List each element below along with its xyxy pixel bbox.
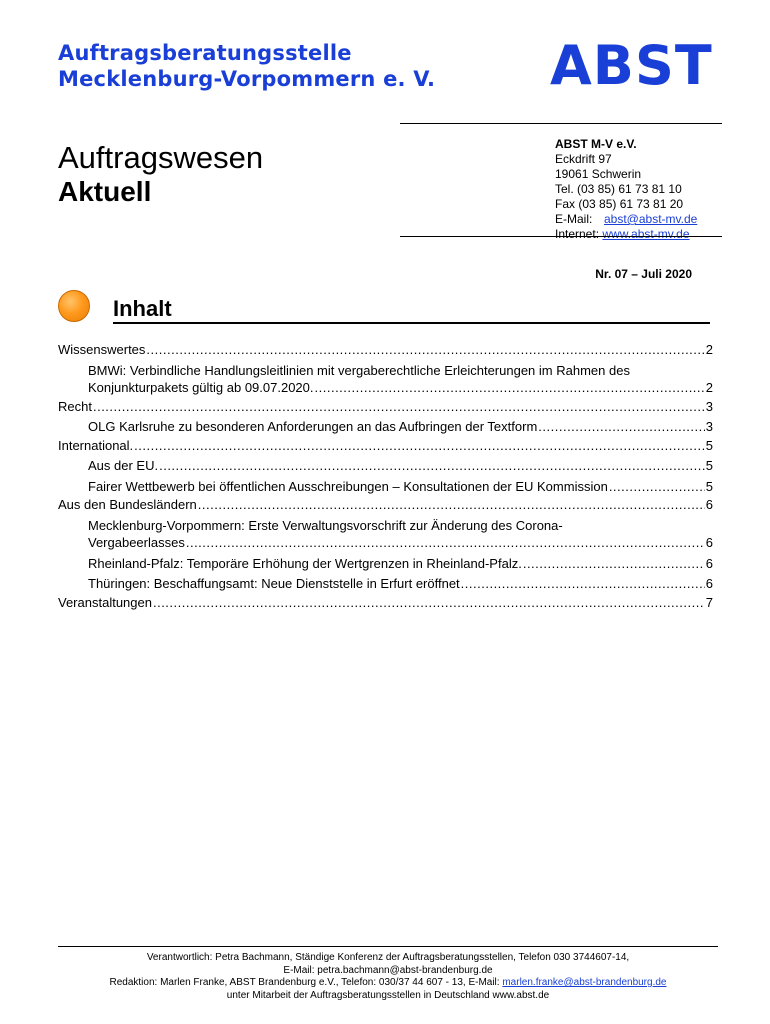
- footer-line2: E-Mail: petra.bachmann@abst-brandenburg.de: [283, 964, 493, 976]
- toc-entry-page: 2: [705, 380, 713, 395]
- footer-line3: [58, 977, 718, 990]
- toc-entry-mecklenburg-vorpommern[interactable]: [58, 517, 713, 552]
- toc-entry-page: 5: [705, 458, 713, 473]
- email-label: E-Mail:: [555, 212, 593, 226]
- contact-street: Eckdrift 97: [555, 152, 612, 166]
- table-of-contents: [58, 340, 713, 611]
- toc-entry-thueringen[interactable]: [58, 575, 713, 593]
- toc-entry-text: Recht: [58, 398, 92, 414]
- contact-tel: Tel. (03 85) 61 73 81 10: [555, 182, 682, 196]
- toc-entry-bmwi[interactable]: [58, 362, 713, 397]
- toc-entry-page: 3: [705, 419, 713, 434]
- toc-entry-international[interactable]: [58, 437, 713, 455]
- toc-entry-bundeslaender[interactable]: [58, 496, 713, 514]
- toc-entry-fairer-wettbewerb[interactable]: [58, 478, 713, 496]
- toc-entry-text: Fairer Wettbewerb bei öffentlichen Ausschreibungen – Konsultationen der EU Kommission: [88, 478, 608, 494]
- contact-fax: Fax (03 85) 61 73 81 20: [555, 197, 684, 211]
- contact-city: 19061 Schwerin: [555, 167, 642, 181]
- contact-top-rule: [400, 123, 722, 124]
- org-name-line2: Mecklenburg-Vorpommern e. V.: [58, 67, 436, 91]
- toc-entry-text: International.: [58, 437, 134, 453]
- footer-line1: Verantwortlich: Petra Bachmann, Ständige Konferenz der Auftragsberatungsstellen, Telefon 030 3744607-14,: [146, 952, 630, 963]
- toc-entry-text: Thüringen: Beschaffungsamt: Neue Dienststelle in Erfurt eröffnet: [88, 576, 460, 591]
- toc-entry-rheinland-pfalz[interactable]: [58, 555, 713, 573]
- toc-entry-text: Veranstaltungen: [58, 594, 152, 610]
- toc-entry-page: 3: [705, 398, 713, 414]
- org-name-line1: Auftragsberatungsstelle: [58, 41, 352, 65]
- toc-entry-text: Wissenswertes: [58, 342, 146, 357]
- toc-entry-text: Vergabeerlasses: [88, 535, 185, 550]
- contact-internet-row: [555, 227, 697, 242]
- toc-entry-veranstaltungen[interactable]: [58, 594, 713, 612]
- toc-entry-text: Rheinland-Pfalz: Temporäre Erhöhung der Wertgrenzen in Rheinland-Pfalz.: [88, 555, 522, 571]
- toc-entry-text-line1: Mecklenburg-Vorpommern: Erste Verwaltungsvorschrift zur Änderung des Corona-: [88, 517, 563, 533]
- toc-entry-page: 6: [705, 497, 713, 512]
- toc-entry-recht[interactable]: [58, 398, 713, 416]
- internet-link[interactable]: www.abst-mv.de: [602, 227, 690, 241]
- toc-entry-page: 6: [705, 576, 713, 591]
- toc-entry-text: Aus den Bundesländern: [58, 497, 197, 512]
- toc-entry-text-line1: BMWi: Verbindliche Handlungsleitlinien mit vergaberechtliche Erleichterungen im Rahmen des: [88, 362, 630, 378]
- toc-entry-text: Aus der EU.: [88, 458, 159, 473]
- toc-entry-wissenswertes[interactable]: [58, 341, 713, 359]
- contact-block: [555, 137, 697, 242]
- footer-line3-prefix: Redaktion: Marlen Franke, ABST Brandenburg e.V., Telefon: 030/37 44 607 - 13, E-Mail:: [109, 977, 503, 988]
- internet-label: Internet:: [555, 227, 600, 241]
- contact-name: ABST M-V e.V.: [555, 137, 637, 151]
- newsletter-title: Auftragswesen: [58, 140, 264, 175]
- toc-entry-olg-karlsruhe[interactable]: [58, 418, 713, 436]
- orange-bullet-icon: [58, 290, 90, 322]
- toc-entry-page: 5: [705, 478, 713, 494]
- toc-entry-page: 5: [705, 437, 713, 453]
- toc-entry-page: 6: [705, 535, 713, 550]
- email-link[interactable]: abst@abst-mv.de: [604, 212, 698, 226]
- toc-entry-aus-der-eu[interactable]: [58, 457, 713, 475]
- organization-name: [58, 40, 435, 92]
- newsletter-subtitle: Aktuell: [58, 176, 152, 207]
- contact-bottom-rule: [400, 236, 722, 237]
- toc-entry-text: Konjunkturpakets gültig ab 09.07.2020.: [88, 380, 314, 395]
- footer-rule: [58, 946, 718, 947]
- issue-number: Nr. 07 – Juli 2020: [595, 267, 692, 281]
- abst-logo: ABST: [550, 34, 713, 97]
- contact-email-row: [555, 212, 697, 227]
- footer-email-link[interactable]: marlen.franke@abst-brandenburg.de: [502, 977, 667, 988]
- toc-entry-page: 7: [705, 594, 713, 610]
- toc-entry-text: OLG Karlsruhe zu besonderen Anforderungen an das Aufbringen der Textform: [88, 419, 538, 434]
- page-footer: [58, 952, 718, 1002]
- footer-line4: unter Mitarbeit der Auftragsberatungsstellen in Deutschland www.abst.de: [226, 989, 550, 1001]
- toc-entry-page: 6: [705, 555, 713, 571]
- toc-entry-page: 2: [705, 342, 713, 357]
- toc-heading: Inhalt: [113, 296, 710, 324]
